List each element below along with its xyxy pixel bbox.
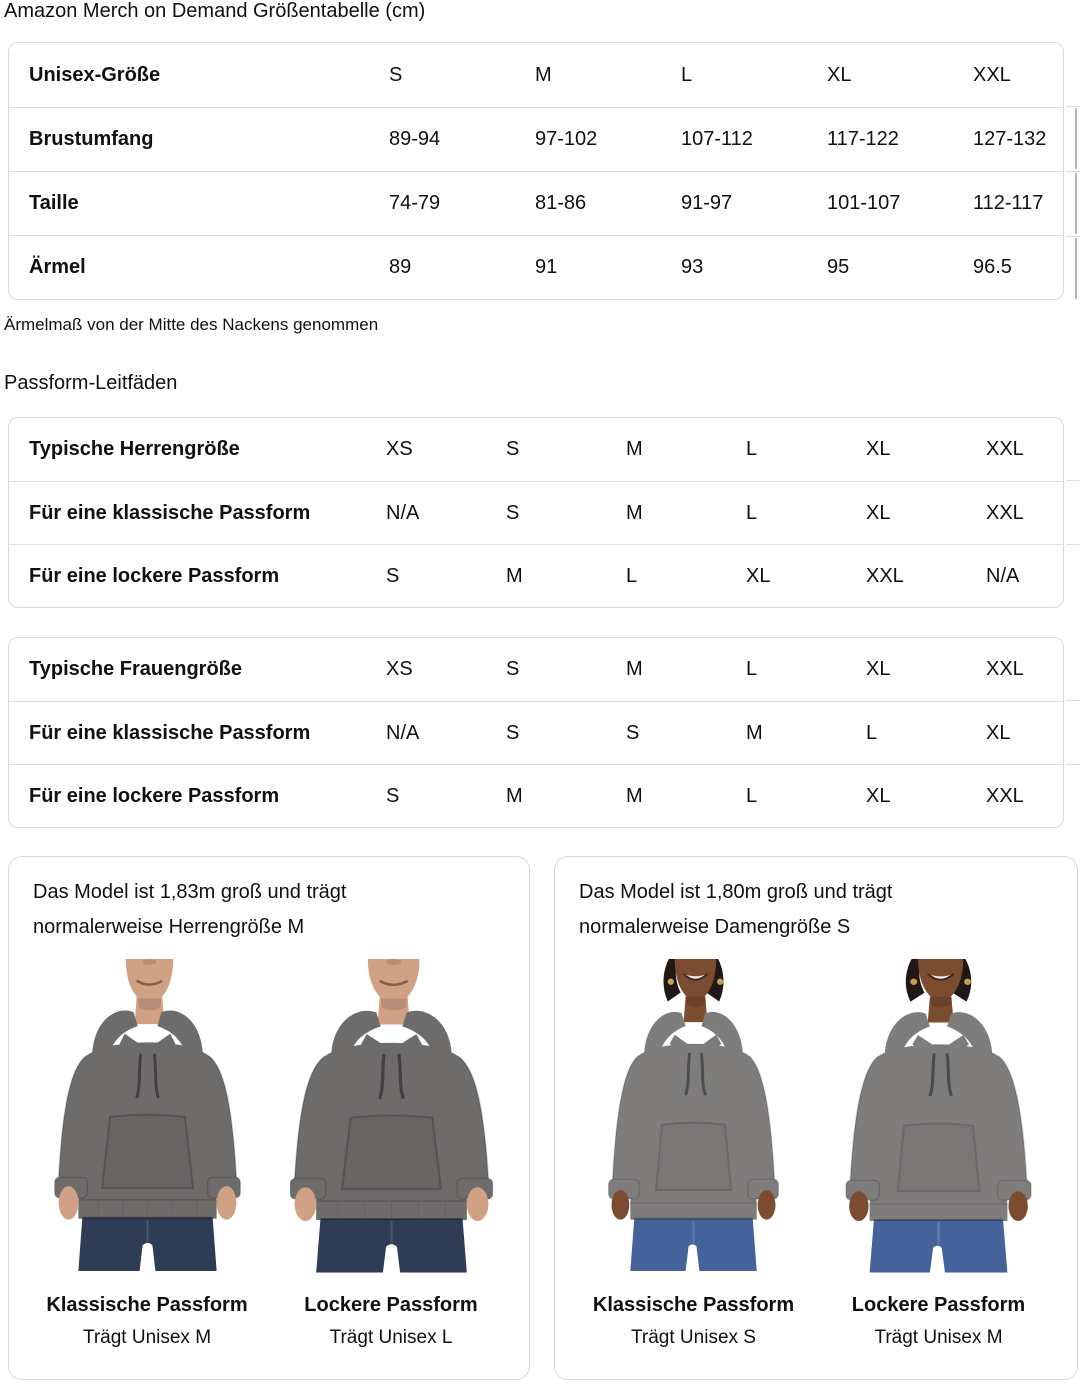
- table-row: [9, 235, 1063, 299]
- size-cell: XL: [827, 63, 852, 86]
- worn-size-label: Trägt Unisex S: [631, 1327, 756, 1348]
- clipped-next-column-sliver: [1075, 108, 1077, 169]
- male-model-classic-fit-photo: [29, 957, 266, 1273]
- fit-guides-heading: Passform-Leitfäden: [4, 372, 178, 394]
- measure-cell: 81-86: [535, 192, 587, 214]
- measure-cell: 89: [389, 256, 412, 278]
- table-row: [9, 43, 1063, 107]
- size-cell: L: [746, 658, 758, 680]
- size-cell: XXL: [986, 501, 1024, 524]
- size-cell: L: [681, 63, 693, 86]
- loose-fit-figure: [816, 957, 1061, 1349]
- women-fit-table: [8, 637, 1064, 828]
- measure-cell: 95: [827, 256, 850, 278]
- model-description-line2: normalerweise Herrengröße M: [33, 916, 305, 938]
- worn-size-label: Trägt Unisex M: [874, 1327, 1003, 1348]
- loose-fit-figure: [269, 957, 513, 1349]
- male-model-loose-fit-photo: [273, 957, 510, 1273]
- size-cell: M: [626, 501, 643, 524]
- table-row: [9, 481, 1063, 544]
- measure-cell: 89-94: [389, 128, 441, 150]
- size-cell: XL: [746, 564, 771, 587]
- measure-cell: 112-117: [973, 192, 1044, 214]
- measure-cell: 74-79: [389, 192, 441, 214]
- fit-label: Klassische Passform: [46, 1294, 248, 1316]
- size-cell: XL: [866, 438, 891, 460]
- measure-cell: 91: [535, 256, 558, 278]
- row-label: Unisex-Größe: [29, 63, 161, 86]
- fit-label: Klassische Passform: [592, 1294, 795, 1316]
- size-cell: S: [506, 721, 520, 744]
- female-model-classic-fit-photo: [575, 957, 812, 1273]
- size-cell: XL: [986, 721, 1011, 744]
- row-label: Typische Herrengröße: [29, 438, 240, 460]
- measure-cell: 96.5: [973, 256, 1012, 278]
- size-cell: L: [746, 438, 758, 460]
- fit-label: Lockere Passform: [304, 1294, 478, 1316]
- size-cell: M: [506, 564, 523, 587]
- table-row: [9, 638, 1063, 701]
- table-row: [9, 418, 1063, 481]
- model-description: [25, 875, 513, 945]
- table-row: [9, 544, 1063, 607]
- clipped-next-column-sliver: [1075, 173, 1077, 234]
- size-cell: XL: [866, 501, 891, 524]
- size-cell: S: [506, 438, 520, 460]
- fit-label: Lockere Passform: [851, 1294, 1026, 1316]
- size-cell: S: [386, 564, 400, 587]
- size-cell: XL: [866, 658, 891, 680]
- size-cell: N/A: [386, 501, 420, 524]
- size-cell: XXL: [986, 784, 1024, 807]
- clipped-next-column-sliver: [1075, 238, 1077, 299]
- model-description: [571, 875, 1061, 945]
- row-label: Ärmel: [29, 256, 86, 278]
- size-cell: M: [506, 784, 523, 807]
- size-cell: S: [506, 658, 520, 680]
- measure-cell: 107-112: [681, 128, 753, 150]
- size-cell: M: [626, 658, 643, 680]
- row-separator-stub: [1066, 236, 1080, 237]
- table-row: [9, 107, 1063, 171]
- size-cell: M: [746, 721, 763, 744]
- row-separator-stub: [1066, 764, 1080, 765]
- size-cell: XS: [386, 438, 413, 460]
- size-cell: S: [506, 501, 520, 524]
- row-label: Brustumfang: [29, 128, 154, 150]
- measure-cell: 117-122: [827, 128, 899, 150]
- sleeve-measure-note: Ärmelmaß von der Mitte des Nackens genommen: [4, 315, 379, 334]
- female-model-loose-fit-photo: [820, 957, 1057, 1273]
- measure-cell: 101-107: [827, 192, 901, 214]
- row-label: Für eine klassische Passform: [29, 501, 311, 524]
- size-cell: S: [626, 721, 640, 744]
- row-separator-stub: [1066, 171, 1080, 172]
- size-cell: XS: [386, 658, 413, 680]
- model-description-line2: normalerweise Damengröße S: [579, 916, 851, 938]
- row-separator-stub: [1066, 700, 1080, 701]
- women-model-card: [554, 856, 1078, 1380]
- table-row: [9, 764, 1063, 827]
- size-cell: M: [626, 784, 643, 807]
- unisex-size-table: [8, 42, 1064, 300]
- size-cell: L: [866, 721, 878, 744]
- row-label: Taille: [29, 192, 79, 214]
- size-cell: XXL: [986, 658, 1024, 680]
- size-cell: L: [746, 501, 758, 524]
- measure-cell: 91-97: [681, 192, 733, 214]
- model-description-line1: Das Model ist 1,83m groß und trägt: [33, 881, 347, 903]
- row-separator-stub: [1066, 544, 1080, 545]
- row-label: Für eine klassische Passform: [29, 721, 311, 744]
- measure-cell: 97-102: [535, 128, 598, 150]
- size-cell: S: [389, 63, 403, 86]
- size-cell: L: [746, 784, 758, 807]
- row-label: Für eine lockere Passform: [29, 564, 280, 587]
- worn-size-label: Trägt Unisex M: [82, 1327, 212, 1348]
- size-cell: XL: [866, 784, 891, 807]
- size-cell: XXL: [866, 564, 904, 587]
- row-separator-stub: [1066, 480, 1080, 481]
- size-cell: L: [626, 564, 638, 587]
- row-label: Typische Frauengröße: [29, 658, 243, 680]
- table-row: [9, 171, 1063, 235]
- row-label: Für eine lockere Passform: [29, 784, 280, 807]
- page-title: Amazon Merch on Demand Größentabelle (cm): [4, 0, 426, 22]
- size-cell: N/A: [386, 721, 420, 744]
- classic-fit-figure: [25, 957, 269, 1349]
- table-row: [9, 701, 1063, 764]
- measure-cell: 127-132: [973, 128, 1047, 150]
- classic-fit-figure: [571, 957, 816, 1349]
- men-model-card: [8, 856, 530, 1380]
- row-separator-stub: [1066, 106, 1080, 107]
- men-fit-table: [8, 417, 1064, 608]
- size-cell: M: [626, 438, 643, 460]
- measure-cell: 93: [681, 256, 704, 278]
- size-cell: S: [386, 784, 400, 807]
- size-cell: N/A: [986, 564, 1020, 587]
- size-cell: XXL: [973, 63, 1011, 86]
- model-description-line1: Das Model ist 1,80m groß und trägt: [579, 881, 893, 903]
- worn-size-label: Trägt Unisex L: [329, 1327, 453, 1348]
- size-cell: M: [535, 63, 552, 86]
- size-cell: XXL: [986, 438, 1024, 460]
